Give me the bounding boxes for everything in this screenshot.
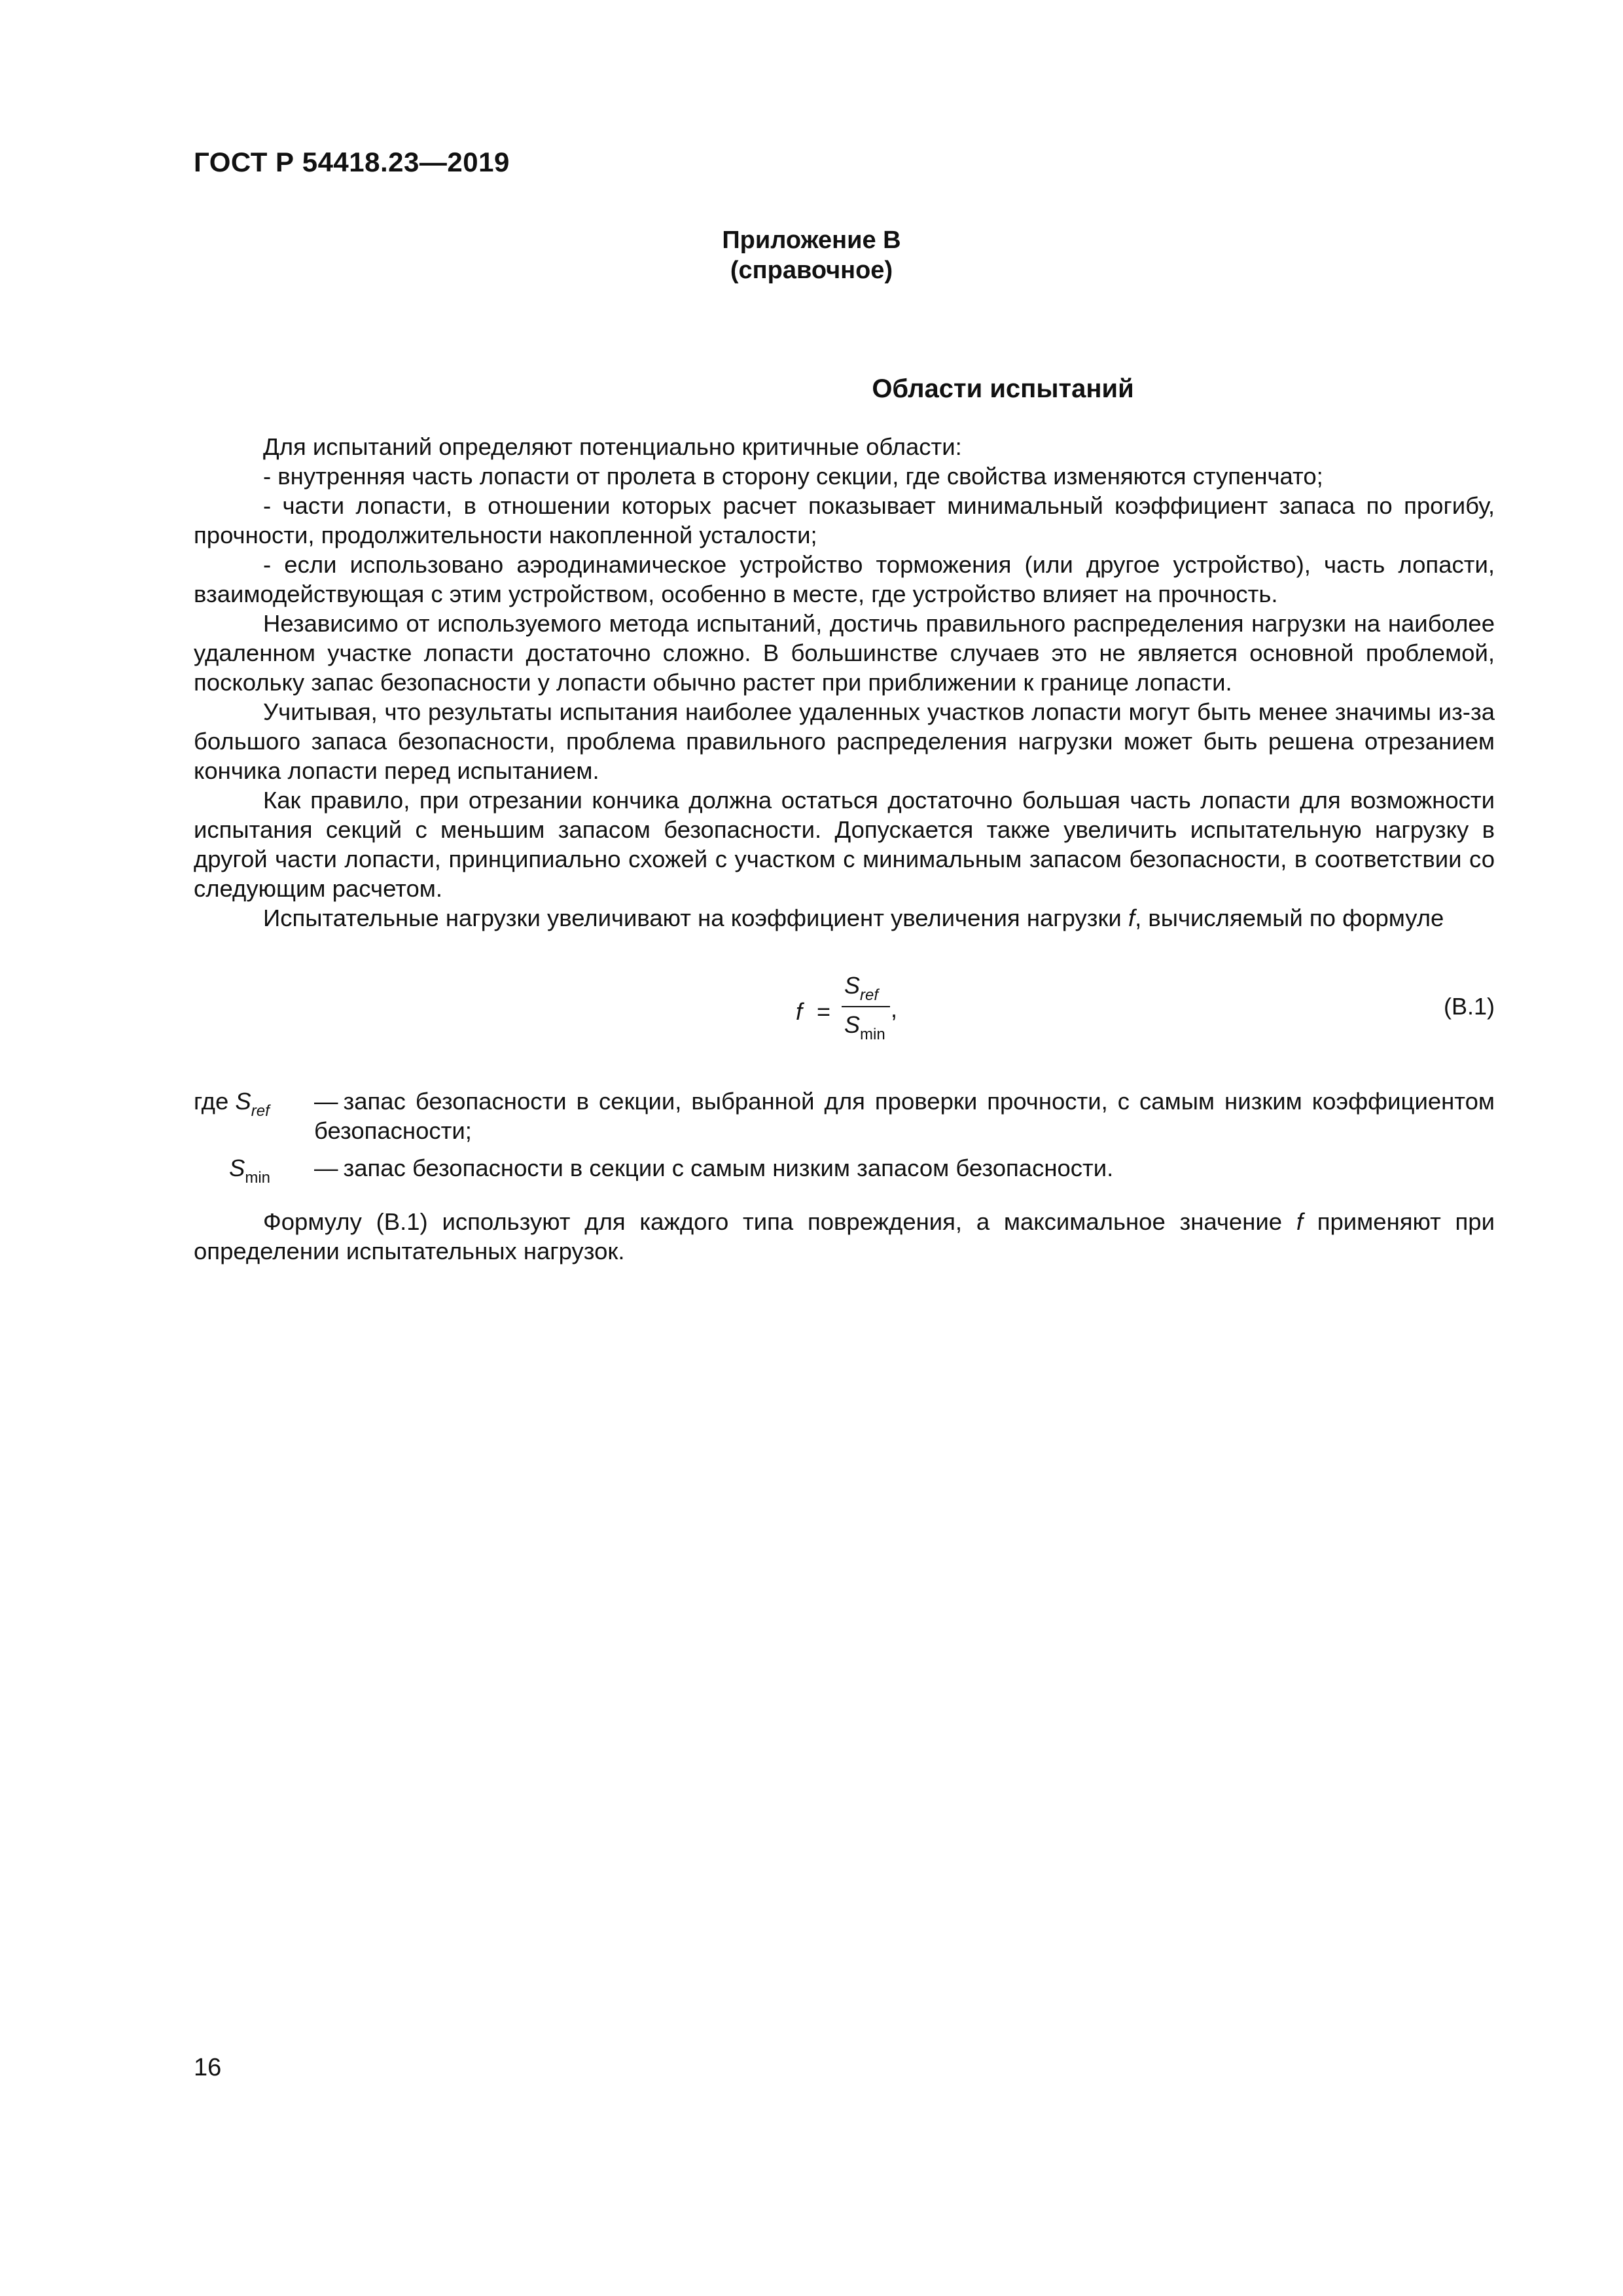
list-item: - части лопасти, в отношении которых расчет показывает минимальный коэффициент запаса по прогибу, прочности, продолжительности накопленной усталости; xyxy=(194,492,1495,548)
annex-status: (справочное) xyxy=(730,257,893,284)
definition-row xyxy=(194,1153,1495,1187)
numerator-subscript: ref xyxy=(860,986,879,1004)
list-item: - внутренняя часть лопасти от пролета в сторону секции, где свойства изменяются ступенчато; xyxy=(263,463,1323,490)
list-item: - если использовано аэродинамическое устройство торможения (или другое устройство), часть лопасти, взаимодействующая с этим устройством, особенно в месте, где устройство влияет на прочность. xyxy=(194,551,1495,607)
definitions xyxy=(194,1086,1495,1191)
body-text xyxy=(194,432,1495,933)
definition-term xyxy=(194,1086,314,1119)
definition-dash: — xyxy=(314,1155,338,1181)
closing-text-before: Формулу (В.1) используют для каждого типа повреждения, а максимальное значение xyxy=(263,1208,1296,1235)
formula-comma: , xyxy=(891,996,898,1022)
definition-row xyxy=(194,1086,1495,1145)
closing-variable: f xyxy=(1296,1208,1303,1235)
definition-subscript: ref xyxy=(251,1102,270,1120)
formula-lhs: f xyxy=(796,998,803,1025)
definition-text xyxy=(314,1153,1495,1183)
section-heading xyxy=(0,374,1623,404)
definition-symbol: S xyxy=(229,1155,245,1181)
intro-text-before: Испытательные нагрузки увеличивают на коэффициент увеличения нагрузки xyxy=(263,905,1128,931)
denominator-subscript: min xyxy=(860,1026,885,1043)
section-title: Области испытаний xyxy=(872,374,1134,403)
definition-prefix: где xyxy=(194,1088,236,1115)
formula-label: (В.1) xyxy=(1443,993,1495,1020)
definition-text xyxy=(314,1086,1495,1145)
formula-block xyxy=(194,972,1495,1050)
closing-text xyxy=(194,1207,1495,1266)
document-header: ГОСТ Р 54418.23—2019 xyxy=(194,147,510,177)
formula-expression xyxy=(796,972,901,1050)
definition-subscript: min xyxy=(245,1169,271,1187)
annex-title: Приложение В xyxy=(722,226,901,254)
paragraph: Как правило, при отрезании кончика должна остаться достаточно большая часть лопасти для возможности испытания секций с меньшим запасом безопасности. Допускается также увеличить испытательную нагрузку в другой части лопасти, принципиально схожей с участком с минимальным запасом безопасности, в соответствии со следующим расчетом. xyxy=(194,787,1495,902)
definition-description: запас безопасности в секции с самым низким запасом безопасности. xyxy=(343,1155,1114,1181)
definition-symbol: S xyxy=(235,1088,251,1115)
fraction-bar xyxy=(842,1006,890,1007)
page-number: 16 xyxy=(194,2054,222,2081)
paragraph: Учитывая, что результаты испытания наиболее удаленных участков лопасти могут быть менее значимы из-за большого запаса безопасности, проблема правильного распределения нагрузки может быть решена отрезанием кончика лопасти перед испытанием. xyxy=(194,698,1495,784)
numerator-symbol: S xyxy=(844,972,861,999)
formula-numerator xyxy=(844,972,879,1004)
intro-variable: f xyxy=(1128,905,1135,931)
definition-dash: — xyxy=(314,1088,338,1115)
formula-intro-paragraph xyxy=(194,903,1495,933)
intro-text-after: , вычисляемый по формуле xyxy=(1135,905,1444,931)
formula-denominator xyxy=(844,1011,885,1043)
definition-description: запас безопасности в секции, выбранной для проверки прочности, с самым низким коэффициентом безопасности; xyxy=(314,1088,1495,1144)
paragraph: Независимо от используемого метода испытаний, достичь правильного распределения нагрузки на наиболее удаленном участке лопасти достаточно сложно. В большинстве случаев это не является основной проблемой, поскольку запас безопасности у лопасти обычно растет при приближении к границе лопасти. xyxy=(194,610,1495,696)
definition-term xyxy=(229,1153,349,1186)
paragraph: Для испытаний определяют потенциально критичные области: xyxy=(263,433,962,460)
closing-text-after: применяют при определении испытательных нагрузок. xyxy=(194,1208,1495,1265)
annex-heading xyxy=(0,225,1623,285)
denominator-symbol: S xyxy=(844,1011,861,1038)
formula-equals: = xyxy=(817,998,831,1025)
closing-paragraph xyxy=(194,1207,1495,1266)
